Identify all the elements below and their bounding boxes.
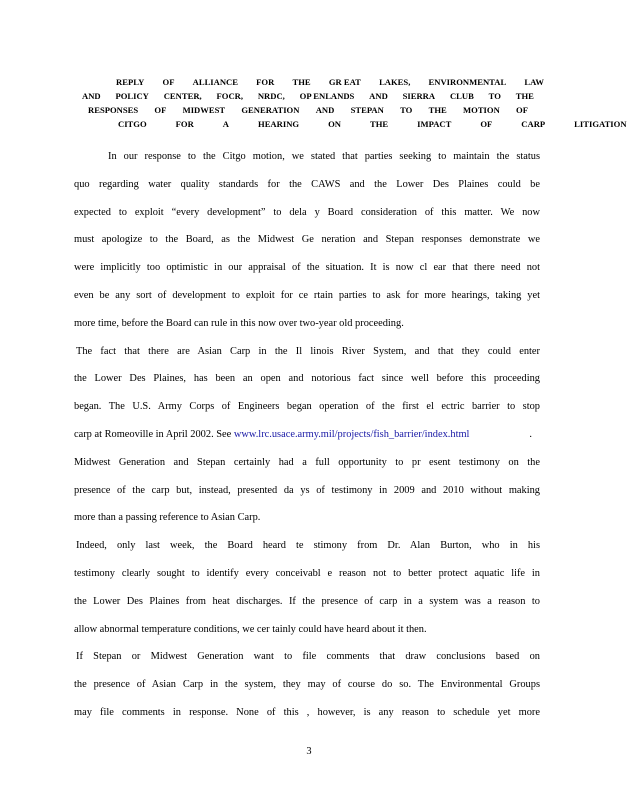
heading-word: LITIGATION	[574, 119, 627, 129]
heading-word: REPLY	[116, 77, 145, 87]
heading-word: CARP	[521, 119, 546, 129]
heading-word: ENVIRONMENTAL	[428, 77, 507, 87]
heading-word: OP ENLANDS	[299, 91, 355, 101]
heading-line-4	[74, 117, 627, 131]
body-line: began. The U.S. Army Corps of Engineers began operation of the first el ectric barrier to stop	[74, 401, 540, 413]
heading-word: THE	[292, 77, 311, 87]
body-line: In our response to the Citgo motion, we stated that parties seeking to maintain the status	[108, 151, 540, 162]
page-number: 3	[306, 746, 312, 757]
body-line: allow abnormal temperature conditions, we cer tainly could have heard about it then.	[74, 623, 427, 635]
heading-word: RESPONSES	[88, 105, 139, 115]
body-line: testimony clearly sought to identify every conceivabl e reason not to better protect aquatic life in	[74, 567, 540, 579]
heading-word: POLICY	[115, 91, 149, 101]
heading-word: CITGO	[118, 119, 147, 129]
heading-word: LAW	[524, 77, 544, 87]
heading-word: IMPACT	[417, 119, 452, 129]
barrier-project-link[interactable]: www.lrc.usace.army.mil/projects/fish_barrier/index.html	[233, 428, 470, 440]
body-line: more time, before the Board can rule in this now over two-year old proceeding.	[74, 317, 404, 329]
heading-word: NRDC,	[257, 91, 285, 101]
body-line: presence of the carp but, instead, presented da ys of testimony in 2009 and 2010 without making	[74, 484, 540, 496]
body-line: the Lower Des Plaines from heat discharges. If the presence of carp in a system was a reason to	[74, 595, 540, 607]
heading-word: OF	[162, 77, 175, 87]
heading-word: AND	[315, 105, 335, 115]
heading-word: FOR	[175, 119, 194, 129]
heading-word: MIDWEST	[182, 105, 226, 115]
heading-word: THE	[515, 91, 534, 101]
body-line: expected to exploit “every development” to dela y Board consideration of this matter. We now	[74, 206, 540, 218]
heading-word: OF	[516, 105, 528, 115]
body-line: If Stepan or Midwest Generation want to file comments that draw conclusions based on	[76, 651, 540, 663]
heading-word: THE	[369, 119, 389, 129]
heading-word: SIERRA	[402, 91, 436, 101]
body-line: may file comments in response. None of this , however, is any reason to schedule yet more	[74, 706, 540, 718]
body-line	[74, 421, 540, 449]
heading-word: GENERATION	[241, 105, 300, 115]
heading-word: THE	[428, 105, 447, 115]
heading-word: MOTION	[463, 105, 500, 115]
body-line: Midwest Generation and Stepan certainly had a full opportunity to pr esent testimony on the	[74, 456, 540, 468]
body-line: were implicitly too optimistic in our appraisal of the situation. It is now cl ear that there need not	[74, 262, 540, 274]
heading-line-1	[74, 75, 544, 89]
body-text: carp at Romeoville in April 2002. See	[74, 428, 234, 440]
body-line: quo regarding water quality standards for the CAWS and the Lower Des Plaines could be	[74, 178, 540, 190]
heading-word: CLUB	[449, 91, 474, 101]
heading-line-3	[74, 103, 544, 117]
heading-word: AND	[82, 91, 101, 101]
heading-word: HEARING	[258, 119, 300, 129]
heading-word: STEPAN	[350, 105, 384, 115]
heading-word: ON	[328, 119, 341, 129]
heading-word: AND	[369, 91, 388, 101]
body-line: more than a passing reference to Asian Carp.	[74, 512, 261, 524]
heading-word: TO	[488, 91, 501, 101]
body-line: must apologize to the Board, as the Midwest Ge neration and Stepan responses demonstrate we	[74, 234, 540, 246]
heading-word: OF	[480, 119, 493, 129]
body-line: The fact that there are Asian Carp in the Il linois River System, and that they could enter	[76, 345, 540, 357]
heading-word: LAKES,	[379, 77, 411, 87]
heading-word: OF	[154, 105, 167, 115]
heading-word: CENTER,	[163, 91, 202, 101]
document-body	[74, 143, 540, 727]
heading-word: A	[222, 119, 230, 129]
heading-word: FOR	[256, 77, 275, 87]
heading-word: TO	[400, 105, 413, 115]
heading-line-2	[74, 89, 544, 103]
heading-word: ALLIANCE	[192, 77, 238, 87]
body-line: the Lower Des Plaines, has been an open and notorious fact since well before this proceeding	[74, 373, 540, 385]
heading-word: FOCR,	[216, 91, 244, 101]
document-heading	[74, 75, 627, 131]
body-text: .	[529, 428, 533, 440]
body-line: the presence of Asian Carp in the system, they may of course do so. The Environmental Groups	[74, 679, 540, 691]
heading-word: GR EAT	[328, 77, 361, 87]
body-line: even be any sort of development to exploit for ce rtain parties to ask for more hearings, taking yet	[74, 289, 540, 301]
body-line: Indeed, only last week, the Board heard te stimony from Dr. Alan Burton, who in his	[76, 540, 540, 552]
